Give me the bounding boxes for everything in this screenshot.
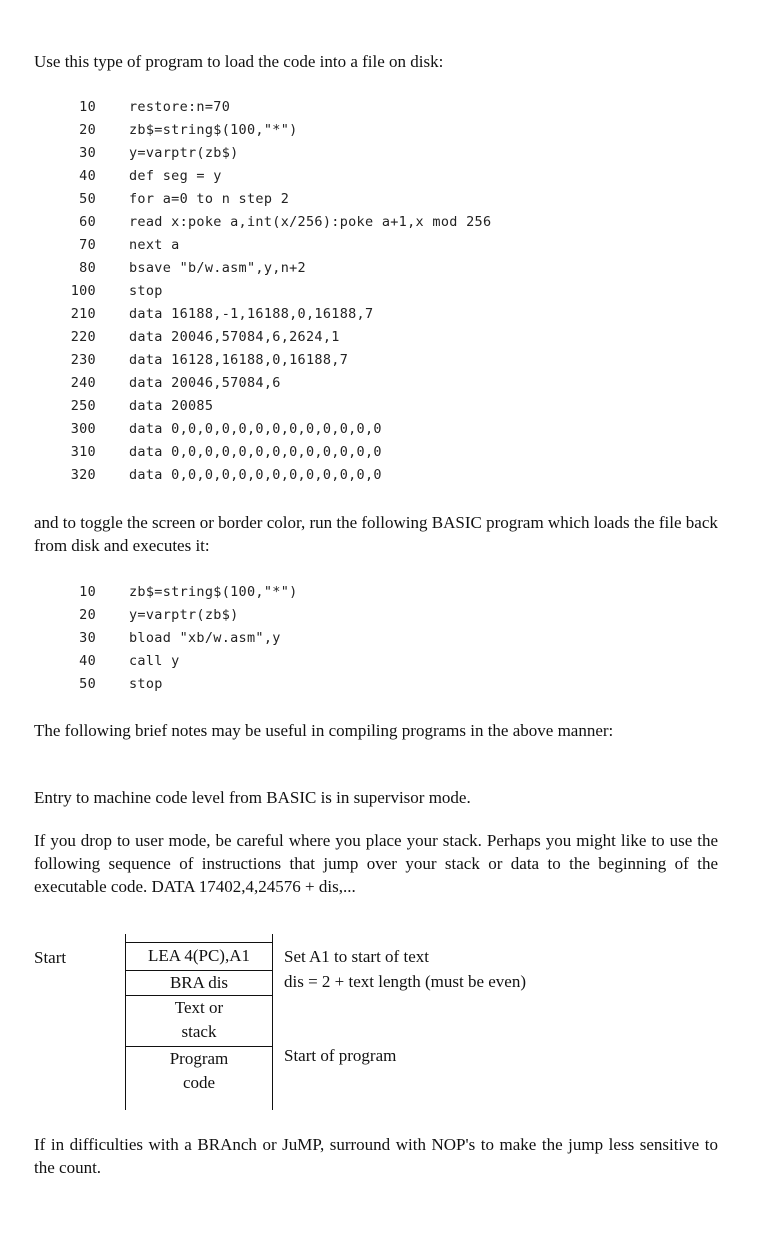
code-line — [0, 119, 759, 142]
line-number: 50 — [79, 191, 96, 207]
code-line — [0, 441, 759, 464]
code-line — [0, 211, 759, 234]
line-number: 250 — [70, 398, 96, 414]
cell-bra: BRA dis — [169, 973, 229, 992]
code-statement: read x:poke a,int(x/256):poke a+1,x mod 256 — [129, 214, 492, 230]
code-line — [0, 96, 759, 119]
code-line — [0, 627, 759, 650]
code-line — [0, 604, 759, 627]
code-line — [0, 372, 759, 395]
code-statement: data 16188,-1,16188,0,16188,7 — [129, 306, 374, 322]
desc-program: Start of program — [284, 1046, 397, 1065]
cell-program-line-1: Program — [169, 1049, 229, 1068]
line-number: 20 — [79, 122, 96, 138]
desc-lea: Set A1 to start of text — [284, 947, 429, 966]
code-line — [0, 673, 759, 696]
line-number: 30 — [79, 145, 96, 161]
code-statement: def seg = y — [129, 168, 222, 184]
memory-layout-diagram — [0, 930, 759, 1120]
cell-program-line-2: code — [182, 1073, 216, 1092]
code-line — [0, 165, 759, 188]
notes-intro-paragraph: The following brief notes may be useful in compiling programs in the above manner: — [34, 721, 614, 740]
code-statement: data 20085 — [129, 398, 214, 414]
code-statement: bsave "b/w.asm",y,n+2 — [129, 260, 306, 276]
desc-bra: dis = 2 + text length (must be even) — [284, 972, 527, 991]
code-statement: y=varptr(zb$) — [129, 607, 239, 623]
code-statement: for a=0 to n step 2 — [129, 191, 290, 207]
intro-paragraph: Use this type of program to load the code into a file on disk: — [34, 52, 444, 71]
code-statement: stop — [129, 283, 163, 299]
line-number: 40 — [79, 168, 96, 184]
code-statement: data 0,0,0,0,0,0,0,0,0,0,0,0,0 — [129, 444, 382, 460]
code-statement: call y — [129, 653, 180, 669]
code-statement: bload "xb/w.asm",y — [129, 630, 281, 646]
code-line — [0, 464, 759, 487]
toggle-paragraph: and to toggle the screen or border color, run the following BASIC program which loads the file back from disk and executes it: — [34, 513, 718, 555]
line-number: 230 — [70, 352, 96, 368]
code-line — [0, 418, 759, 441]
line-number: 40 — [79, 653, 96, 669]
line-number: 210 — [70, 306, 96, 322]
line-number: 70 — [79, 237, 96, 253]
memory-box — [125, 934, 273, 1110]
code-line — [0, 326, 759, 349]
code-statement: data 0,0,0,0,0,0,0,0,0,0,0,0,0 — [129, 421, 382, 437]
code-line — [0, 280, 759, 303]
line-number: 50 — [79, 676, 96, 692]
code-statement: data 20046,57084,6,2624,1 — [129, 329, 340, 345]
cell-lea: LEA 4(PC),A1 — [148, 946, 250, 965]
code-statement: data 0,0,0,0,0,0,0,0,0,0,0,0,0 — [129, 467, 382, 483]
code-line — [0, 142, 759, 165]
line-number: 10 — [79, 99, 96, 115]
final-note-paragraph: If in difficulties with a BRAnch or JuMP, surround with NOP's to make the jump less sensitive to the count. — [34, 1135, 718, 1177]
user-mode-paragraph: If you drop to user mode, be careful where you place your stack. Perhaps you might like to use the following sequence of instructions that jump over your stack or data to the beginning of the executable code. DATA 17402,4,24576 + dis,... — [34, 831, 718, 896]
line-number: 220 — [70, 329, 96, 345]
start-label: Start — [34, 948, 67, 967]
line-number: 80 — [79, 260, 96, 276]
box-top-rule — [126, 942, 272, 943]
cell-text-line-2: stack — [181, 1022, 217, 1041]
code-line — [0, 581, 759, 604]
code-line — [0, 349, 759, 372]
line-number: 30 — [79, 630, 96, 646]
code-line — [0, 303, 759, 326]
code-statement: y=varptr(zb$) — [129, 145, 239, 161]
code-line — [0, 234, 759, 257]
line-number: 10 — [79, 584, 96, 600]
line-number: 310 — [70, 444, 96, 460]
code-statement: restore:n=70 — [129, 99, 231, 115]
basic-listing-save — [0, 96, 759, 487]
line-number: 60 — [79, 214, 96, 230]
code-line — [0, 395, 759, 418]
code-line — [0, 188, 759, 211]
line-number: 240 — [70, 375, 96, 391]
code-statement: data 16128,16188,0,16188,7 — [129, 352, 349, 368]
line-number: 320 — [70, 467, 96, 483]
code-line — [0, 650, 759, 673]
code-line — [0, 257, 759, 280]
basic-listing-load — [0, 581, 759, 696]
code-statement: next a — [129, 237, 180, 253]
code-statement: data 20046,57084,6 — [129, 375, 281, 391]
cell-text-line-1: Text or — [174, 998, 224, 1017]
code-statement: zb$=string$(100,"*") — [129, 122, 298, 138]
line-number: 300 — [70, 421, 96, 437]
entry-note-paragraph: Entry to machine code level from BASIC is in supervisor mode. — [34, 788, 471, 807]
line-number: 20 — [79, 607, 96, 623]
code-statement: stop — [129, 676, 163, 692]
line-number: 100 — [70, 283, 96, 299]
code-statement: zb$=string$(100,"*") — [129, 584, 298, 600]
